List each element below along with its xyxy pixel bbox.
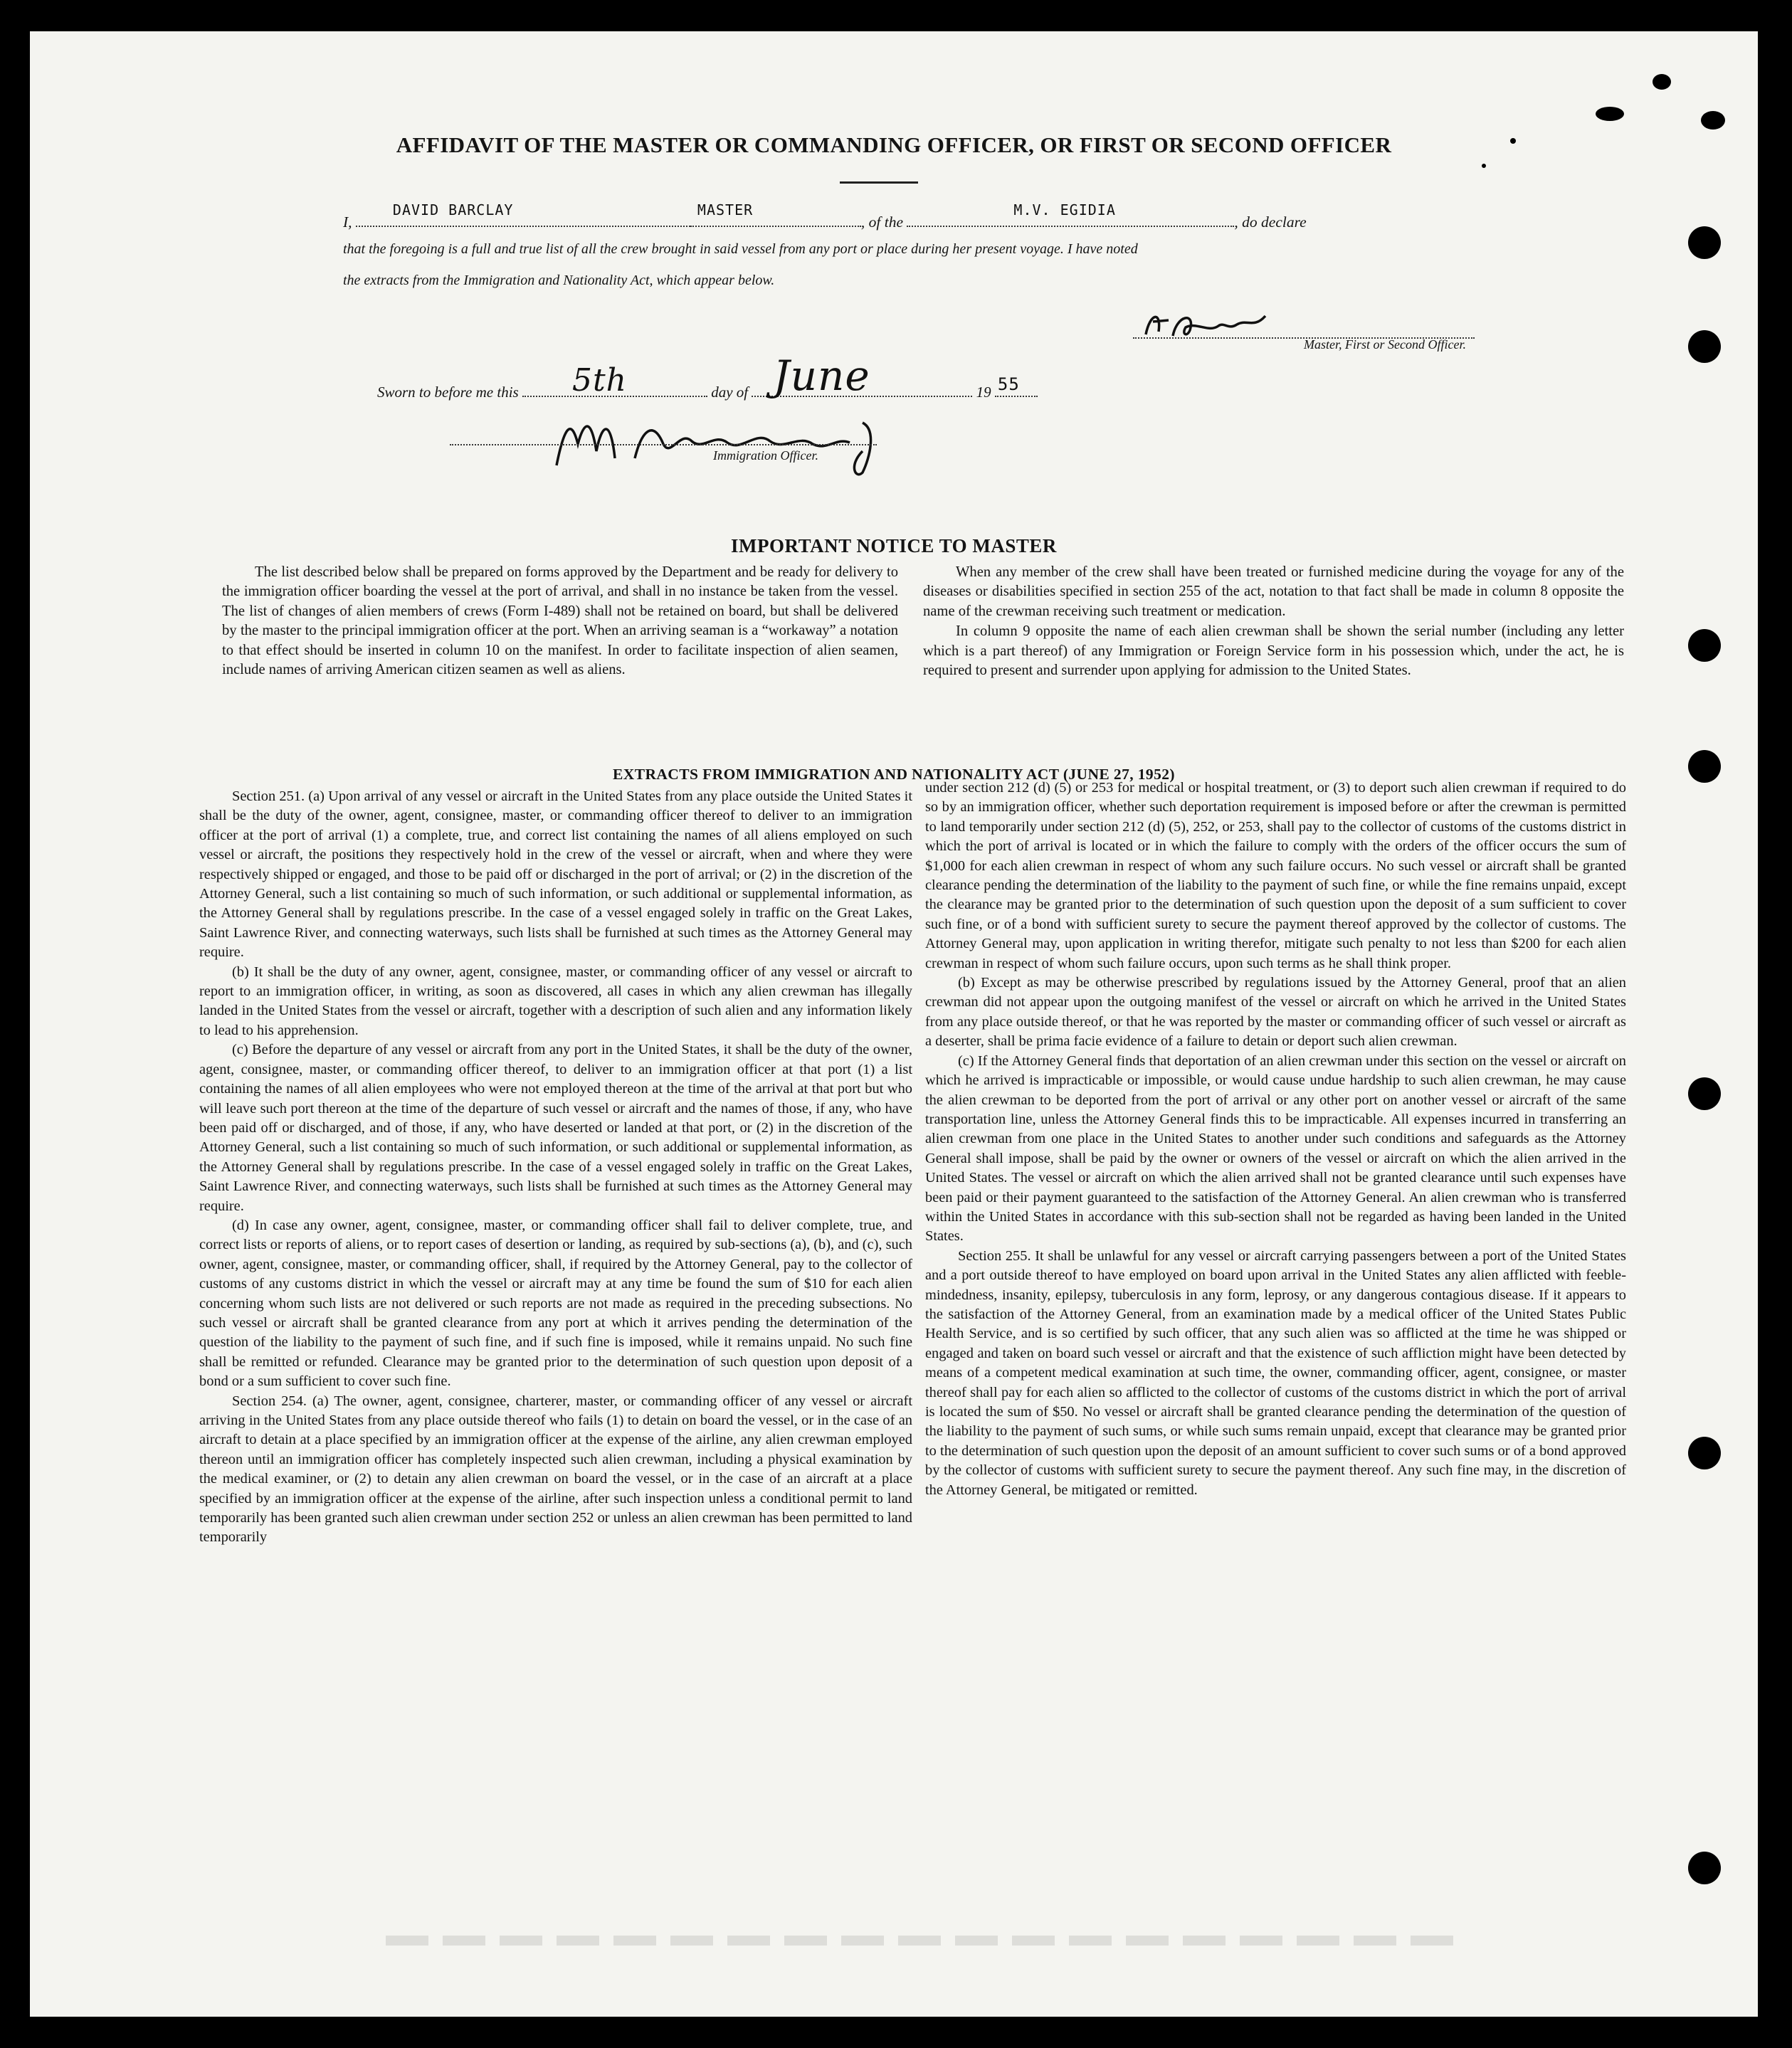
section-251-b: (b) It shall be the duty of any owner, agent, consignee, master, or commanding officer of any vessel or aircraft to report to an immigration officer, in writing, as soon as discovered, all cases in which any alien crewman has illegally landed in the United States from the vessel or aircraft, together with a description of such alien and any information likely to lead to his apprehension. [199,964,912,1038]
vessel-field [907,201,1234,227]
binder-hole [1688,629,1721,662]
ink-speck [1653,74,1671,90]
title-underline [840,181,918,184]
immigration-officer-label: Immigration Officer. [713,448,818,463]
immigration-officer-signature [528,401,927,480]
master-signature [1140,300,1282,350]
ink-speck [1596,107,1624,121]
document-page [30,31,1758,2017]
notice-right-paragraph-2: In column 9 opposite the name of each alien crewman shall be shown the serial number (including any letter which is a part thereof) of any Immigration or Foreign Service form in his possession which, under the act, he is required to present and surrender upon applying for admission to the United States. [923,623,1624,679]
name-field [356,201,690,227]
extracts-left-column [199,787,912,1548]
section-254-a: Section 254. (a) The owner, agent, consignee, charterer, master, or commanding officer of any vessel or aircraft arriving in the United States from any place outside thereof who fails (1) to detain on board the vessel, or in the case of an aircraft to detain at a place specified by an immigration officer at the expense of the airline, any alien crewman employed thereon until an immigration officer has completely inspected such alien crewman, including a physical examination by the medical examiner, or (2) to detain any alien crewman on board the vessel, or in the case of an aircraft at a place specified by an immigration officer at the expense of the airline, after such inspection unless a conditional permit to land temporarily has been granted such alien crewman under section 252 or unless an alien crewman has been permitted to land temporarily [199,1393,912,1546]
section-254-c: (c) If the Attorney General finds that deportation of an alien crewman under this section on the vessel or aircraft on which he arrived is impracticable or impossible, or would cause undue hardship to such alien crewman, he may cause the alien crewman to be deported from the port of arrival or any other port on another vessel or aircraft of the same transportation line, unless the Attorney General finds this to be impracticable. All expenses incurred in transferring an alien crewman from one place in the United States to another under such conditions and safeguards as the Attorney General shall impose, shall be paid by the owner or owners of the vessel or aircraft on which the alien arrived in the United States. The vessel or aircraft on which the alien arrived shall not be granted clearance until such expenses have been paid or their payment guaranteed to the satisfaction of the Attorney General. An alien crewman who is transferred within the United States in accordance with this sub-section shall not be regarded as having been landed in the United States. [925,1052,1626,1245]
section-255: Section 255. It shall be unlawful for any vessel or aircraft carrying passengers between a port of the United States and a port outside thereof to have employed on board upon arrival in the United States any alien afflicted with feeble-mindedness, insanity, epilepsy, tuberculosis in any form, leprosy, or any dangerous contagious disease. If it appears to the satisfaction of the Attorney General, from an examination made by a medical officer of the United States Public Health Service, and is so certified by such officer, that any such alien was so afflicted at the time he was shipped or engaged and taken on board such vessel or aircraft and that the existence of such affliction might have been detected by means of a competent medical examination at such time, the owner, commanding officer, agent, consignee, or master thereof shall pay for each alien so afflicted to the collector of customs of the customs district in which the port of arrival is located the sum of $50. No vessel or aircraft shall be granted clearance pending the determination of the question of the liability to the payment of such sums, or while such sums remain unpaid, except that clearance may be granted prior to the determination of such question upon the deposit of an amount sufficient to cover such sums or of a bond approved by the collector of customs with sufficient surety to secure the payment thereof. Any such fine may, in the discretion of the Attorney General, be mitigated or remitted. [925,1247,1626,1498]
position-handwritten: MASTER [697,201,754,218]
ink-speck [1510,138,1516,144]
binder-hole [1688,1077,1721,1110]
notice-right-paragraph-1: When any member of the crew shall have been treated or furnished medicine during the voyage for any of the diseases or disabilities specified in section 255 of the act, notation to that fact shall be made in column 8 opposite the name of the crewman receiving such treatment or medication. [923,564,1624,619]
immigration-officer-line [450,444,877,445]
affidavit-title: AFFIDAVIT OF THE MASTER OR COMMANDING OFFICER, OR FIRST OR SECOND OFFICER [396,132,1392,157]
vessel-handwritten: M.V. EGIDIA [1013,201,1116,218]
declaration-line-3: the extracts from the Immigration and Nationality Act, which appear below. [343,273,775,288]
binder-hole [1688,1852,1721,1884]
day-field [522,362,707,398]
notice-left-column [222,563,898,680]
day-handwritten: 5th [571,362,627,398]
year-handwritten: 55 [997,374,1020,394]
of-the-label: , of the [860,213,904,231]
year-prefix: 19 [976,384,991,401]
year-field [995,374,1038,397]
i-label: I, [343,213,352,231]
faded-bleed-through [386,1936,1453,1946]
day-of-label: day of [711,384,749,401]
sworn-label: Sworn to before me this [377,384,519,401]
section-254-a-continued: under section 212 (d) (5) or 253 for medical or hospital treatment, or (3) to deport such alien crewman if required to do so by an immigration officer, whether such deportation requirement is imposed before or after the crewman is permitted to land temporarily under section 212 (d) (5), 252, or 253, shall pay to the collector of customs of the customs district in which the port of arrival is located or in which the failure to comply with the orders of the officer occurs the sum of $1,000 for each alien crewman in respect of whom any such failure occurs. No such vessel or aircraft shall be granted clearance pending the determination of the liability to the payment of such fine, or while the fine remains unpaid, except the clearance may be granted prior to the determination of such question upon the deposit of a sum sufficient to cover such fine, or of a bond with sufficient surety to secure the payment thereof approved by the collector of customs. The Attorney General may, upon application in writing therefor, mitigate such penalty to not less than $200 for each alien crewman in respect of whom such failure occurs, upon such terms as he shall think proper. [925,780,1626,971]
section-251-d: (d) In case any owner, agent, consignee, master, or commanding officer shall fail to deliver complete, true, and correct lists or reports of aliens, or to report cases of desertion or landing, as required by sub-sections (a), (b), and (c), such owner, agent, consignee, master, or commanding officer, shall, if required by the Attorney General, pay to the collector of customs of any customs district in which the vessel or aircraft may at any time be found the sum of $10 for each alien concerning whom such lists are not delivered or such reports are not made as required in the preceding subsections. No such vessel or aircraft shall be granted clearance from any port at which it arrives pending the determination of the question of the liability to the payment of such fine, and if such fine is imposed, while it remains unpaid. No such fine shall be remitted or refunded. Clearance may be granted prior to the determination of such question upon deposit of a bond or a sum sufficient to cover such fine. [199,1217,912,1390]
position-field [690,201,861,227]
sworn-line [377,352,1038,401]
notice-left-paragraph: The list described below shall be prepared on forms approved by the Department and be ready for delivery to the immigration officer boarding the vessel at the port of arrival, and shall in no instance be taken from the vessel. The list of changes of alien members of crews (Form I-489) shall not be retained on board, but shall be delivered by the master to the principal immigration officer at the port. When an arriving seaman is a “workaway” a notation to that effect should be inserted in column 10 on the manifest. In order to facilitate inspection of alien seamen, include names of arriving American citizen seamen as well as aliens. [222,564,898,678]
notice-title: IMPORTANT NOTICE TO MASTER [731,535,1057,556]
declaration-line-1 [343,201,1489,236]
binder-hole [1688,330,1721,363]
notice-right-column [923,563,1624,680]
binder-hole [1688,1437,1721,1469]
extracts-title: EXTRACTS FROM IMMIGRATION AND NATIONALITY ACT (JUNE 27, 1952) [613,766,1175,783]
name-handwritten: DAVID BARCLAY [392,201,514,218]
section-251-a: Section 251. (a) Upon arrival of any vessel or aircraft in the United States from any place outside the United States it shall be the duty of the owner, agent, consignee, master, or commanding officer thereof to deliver to an immigration officer at the port of arrival (1) a complete, true, and correct list containing the names of all aliens employed on such vessel or aircraft, the positions they respectively hold in the crew of the vessel or aircraft, when and where they were respectively shipped or engaged, and those to be paid off or discharged in the port of arrival; or (2) in the discretion of the Attorney General, such a list containing so much of such information, or such additional or supplemental information, as the Attorney General shall by regulations prescribe. In the case of a vessel engaged solely in traffic on the Great Lakes, Saint Lawrence River, and connecting waterways, such lists shall be furnished at such times as the Attorney General may require. [199,788,912,961]
declaration-line-2: that the foregoing is a full and true list of all the crew brought in said vessel from any port or place during her present voyage. I have noted [343,241,1138,257]
master-signature-label: Master, First or Second Officer. [1304,337,1466,352]
section-254-b: (b) Except as may be otherwise prescribed by regulations issued by the Attorney General, proof that an alien crewman did not appear upon the outgoing manifest of the vessel or aircraft on which he arrived in the United States from any place outside thereof, or that he was reported by the master or commanding officer of such vessel or aircraft as a deserter, shall be prima facie evidence of a failure to detain or deport such alien crewman. [925,975,1626,1050]
do-declare-label: , do declare [1234,213,1307,231]
extracts-right-column [925,778,1626,1500]
binder-hole [1688,226,1721,259]
binder-hole [1688,750,1721,783]
month-field [752,352,972,400]
ink-speck [1482,164,1486,168]
section-251-c: (c) Before the departure of any vessel or aircraft from any port in the United States, it shall be the duty of the owner, agent, consignee, master, or commanding officer thereof, to deliver to an immigration officer at that port (1) a list containing the names of all alien employees who were not employed thereon at the time of the arrival at that port but who will leave such port thereon at the time of the departure of such vessel or aircraft and the names of those, if any, who have been paid off or discharged, and of those, if any, who have deserted or landed at that port, or (2) in the discretion of the Attorney General, such a list containing so much of such information, or such additional or supplemental information, as the Attorney General shall by regulations prescribe. In the case of a vessel engaged solely in traffic on the Great Lakes, Saint Lawrence River, and connecting waterways, such lists shall be furnished at such times as the Attorney General may require. [199,1042,912,1214]
ink-speck [1701,111,1725,130]
month-handwritten: June [773,352,870,400]
